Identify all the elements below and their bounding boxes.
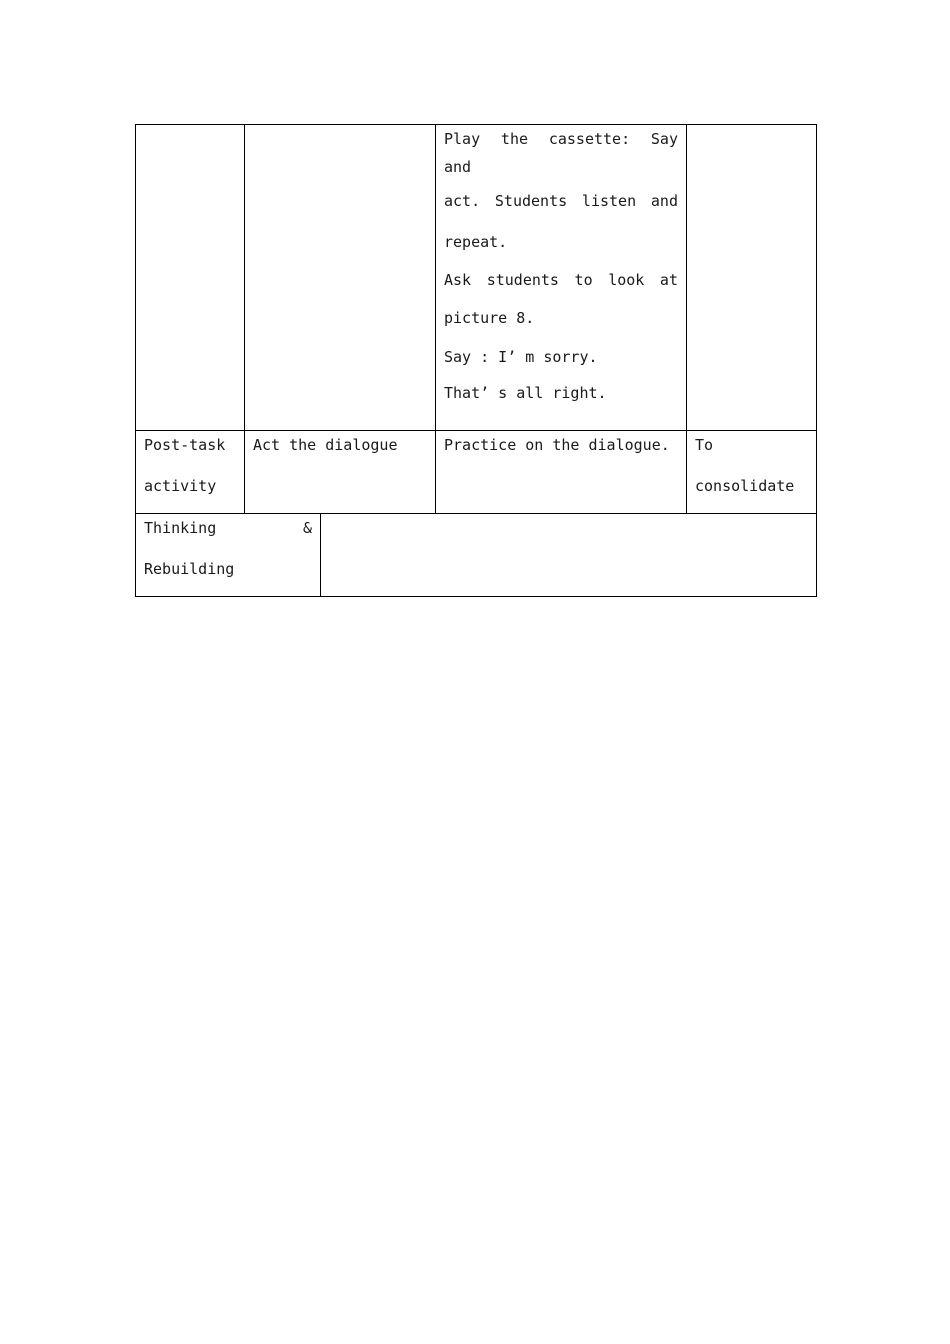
- reflection-word: Rebuilding: [144, 560, 235, 578]
- table-row: [136, 125, 817, 431]
- table-cell-stage: [136, 125, 245, 431]
- table-cell-reflection-content: [321, 514, 817, 597]
- table-cell-task: [245, 431, 436, 514]
- task-text: Act the dialogue: [253, 436, 398, 454]
- procedure-line: Play the cassette: Say and: [444, 130, 678, 176]
- procedure-line: picture 8.: [444, 309, 535, 327]
- reflection-label-line: [144, 514, 312, 542]
- table-cell-reflection-label: [136, 514, 321, 597]
- table-cell-purpose: [687, 431, 817, 514]
- procedure-text: Practice on the dialogue.: [444, 436, 670, 454]
- purpose-text: To: [695, 436, 714, 454]
- procedure-line: That’ s all right.: [444, 384, 607, 402]
- procedure-line: repeat.: [444, 233, 508, 251]
- table-cell-stage: [136, 431, 245, 514]
- purpose-text: consolidate: [695, 477, 795, 495]
- table-cell-task: [245, 125, 436, 431]
- reflection-word: Thinking: [144, 519, 217, 537]
- stage-label: activity: [144, 477, 217, 495]
- table-cell-procedure: [436, 431, 687, 514]
- ampersand: &: [302, 519, 312, 537]
- table-row: [136, 514, 817, 597]
- procedure-line: Say : I’ m sorry.: [444, 348, 598, 366]
- procedure-line: Ask students to look at: [444, 271, 678, 289]
- table-row: [136, 431, 817, 514]
- stage-label: Post-task: [144, 436, 226, 454]
- table-cell-procedure: [436, 125, 687, 431]
- lesson-plan-table: [135, 124, 817, 597]
- procedure-line: act. Students listen and: [444, 192, 678, 210]
- table-cell-purpose: [687, 125, 817, 431]
